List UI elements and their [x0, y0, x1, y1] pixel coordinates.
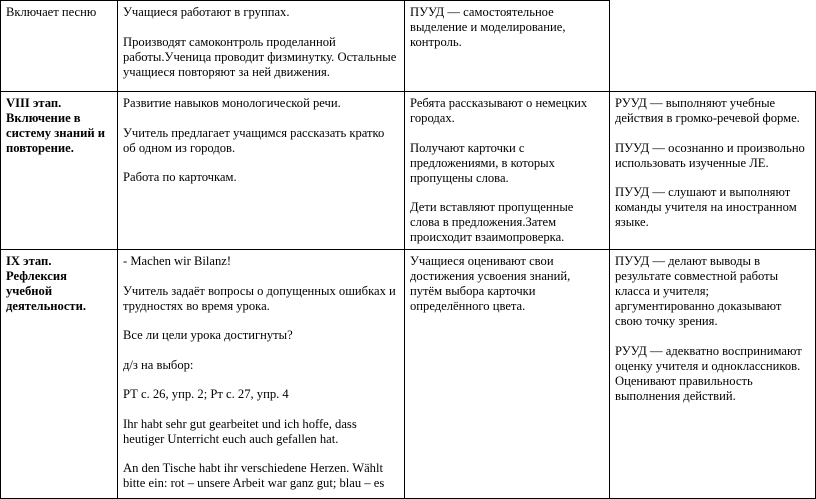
table-row [1, 1, 816, 92]
stage-cell [1, 1, 118, 92]
teacher-text: Ihr habt sehr gut gearbeitet und ich hoffe, dass heutiger Unterricht euch auch gefallen hat. [123, 416, 357, 446]
uud-text: ПУУД — делают выводы в результате совместной работы класса и учителя; аргументированно доказывают свою точку зрения. [615, 254, 782, 328]
uud-text: РУУД — выполняют учебные действия в громко-речевой форме. [615, 96, 800, 125]
student-text: ПУУД — самостоятельное выделение и моделирование, контроль. [410, 5, 566, 49]
uud-cell [610, 1, 816, 92]
uud-cell [610, 92, 816, 250]
uud-cell [610, 250, 816, 499]
student-text: Учащиеся оценивают свои достижения усвоения знаний, путём выбора карточки определённого цвета. [410, 254, 571, 313]
teacher-activity-cell [118, 92, 405, 250]
teacher-activity-cell [118, 250, 405, 499]
teacher-text: - Machen wir Bilanz! [123, 254, 232, 268]
teacher-text: Учитель задаёт вопросы о допущенных ошибках и трудностях во время урока. [123, 283, 396, 313]
student-text: Дети вставляют пропущенные слова в предложения.Затем происходит взаимопроверка. [410, 200, 574, 244]
student-activity-cell [405, 92, 610, 250]
stage-title: IX этап. Рефлексия учебной деятельности. [6, 254, 87, 313]
stage-text: Включает песню [6, 5, 97, 19]
stage-cell [1, 250, 118, 499]
teacher-text: РТ с. 26, упр. 2; Рт с. 27, упр. 4 [123, 387, 289, 401]
teacher-text: д/з на выбор: [123, 357, 194, 372]
teacher-text: Работа по карточкам. [123, 170, 237, 184]
uud-text: ПУУД — слушают и выполняют команды учителя на иностранном языке. [615, 185, 797, 229]
stage-title: VIII этап. Включение в систему знаний и повторение. [6, 96, 106, 155]
teacher-text: Производят самоконтроль проделанной работы.Ученица проводит физминутку. Остальные учащиеся повторяют за ней движения. [123, 34, 397, 79]
teacher-activity-cell [118, 1, 405, 92]
teacher-text: Развитие навыков монологической речи. [123, 96, 341, 110]
teacher-text: Учащиеся работают в группах. [123, 5, 290, 19]
table-row [1, 92, 816, 250]
uud-text: РУУД — адекватно воспринимают оценку учителя и одноклассников. Оценивают правильность выполнения действий. [615, 343, 802, 403]
teacher-text: Все ли цели урока достигнуты? [123, 328, 293, 342]
uud-text: ПУУД — осознанно и произвольно использовать изученные ЛЕ. [615, 140, 805, 170]
student-activity-cell [405, 1, 610, 92]
student-text: Получают карточки с предложениями, в которых пропущены слова. [410, 140, 555, 185]
student-activity-cell [405, 250, 610, 499]
teacher-text: Учитель предлагает учащимся рассказать кратко об одном из городов. [123, 125, 385, 155]
student-text: Ребята рассказывают о немецких городах. [410, 96, 588, 125]
stage-cell [1, 92, 118, 250]
teacher-text: An den Tische habt ihr verschiedene Herzen. Wählt bitte ein: rot – unsere Arbeit war ganz gut; blau – es [123, 461, 385, 490]
table-row [1, 250, 816, 499]
